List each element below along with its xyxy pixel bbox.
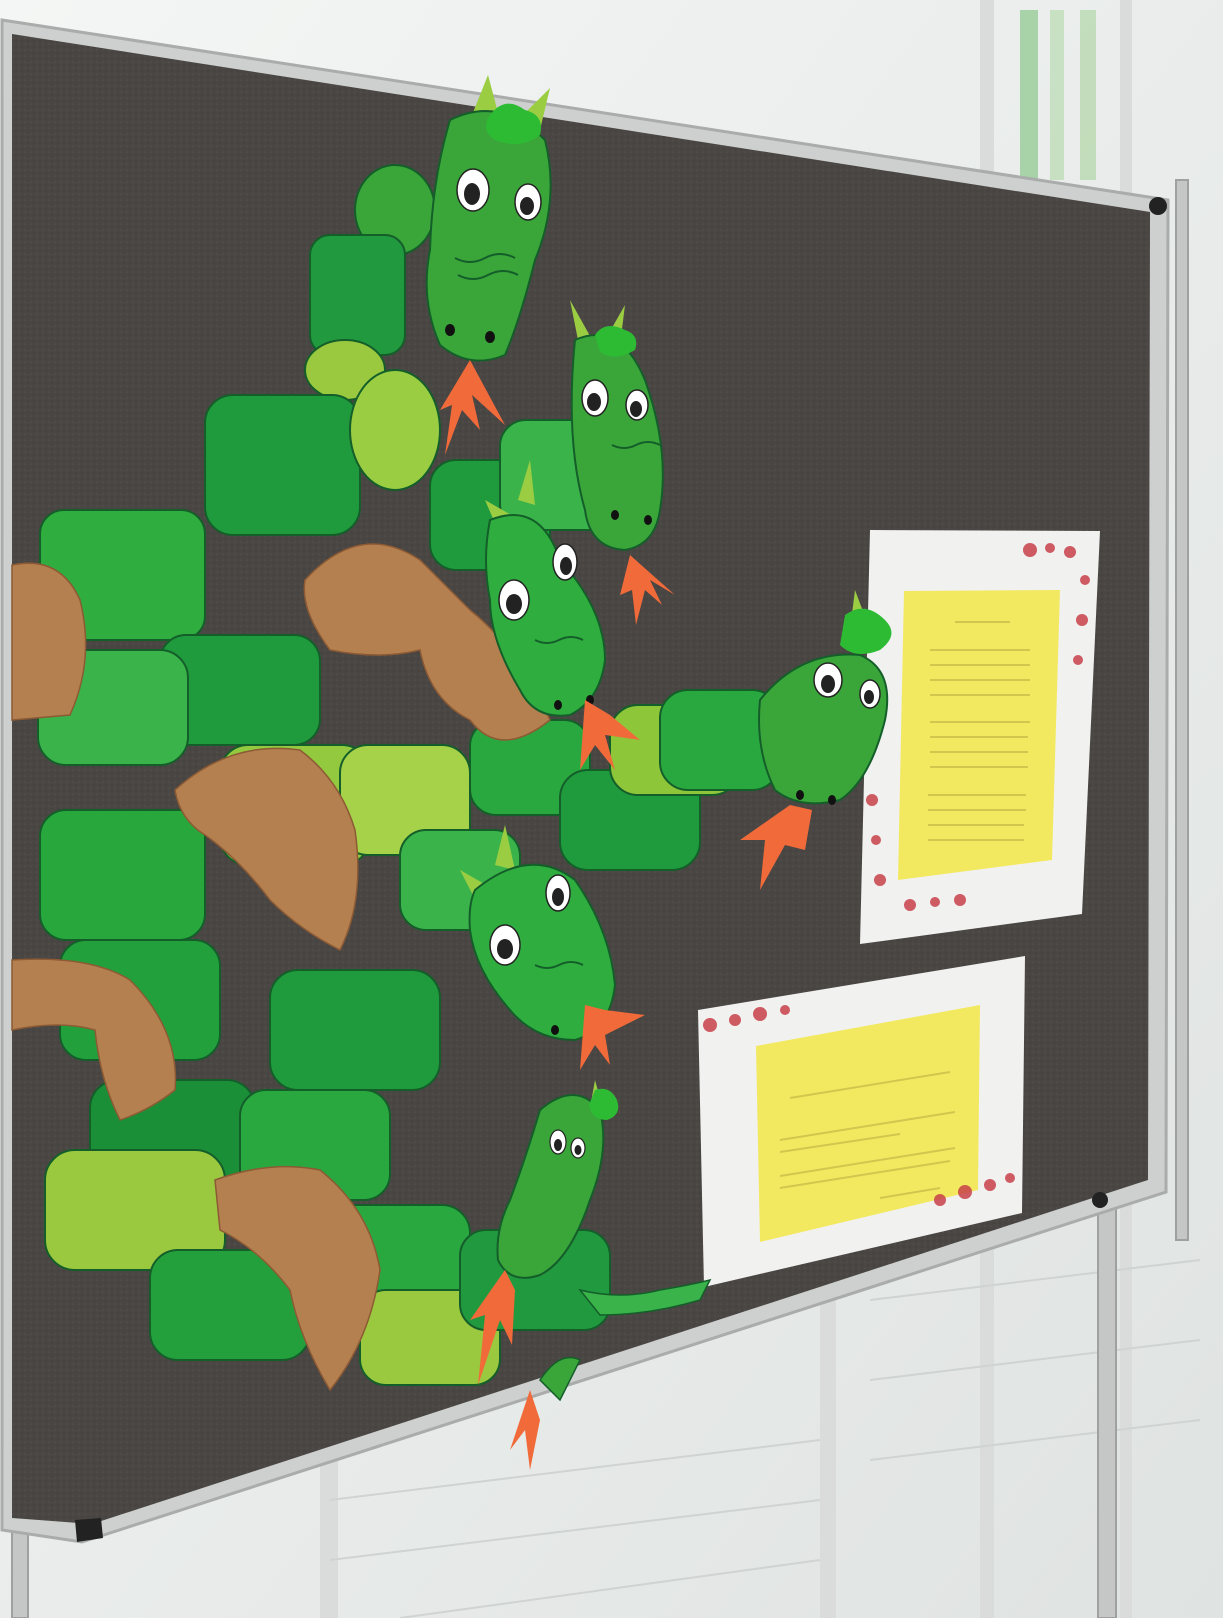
poem-note-yellow bbox=[898, 590, 1060, 880]
poem-note bbox=[860, 530, 1100, 944]
green-wall-stripes bbox=[1020, 10, 1096, 180]
